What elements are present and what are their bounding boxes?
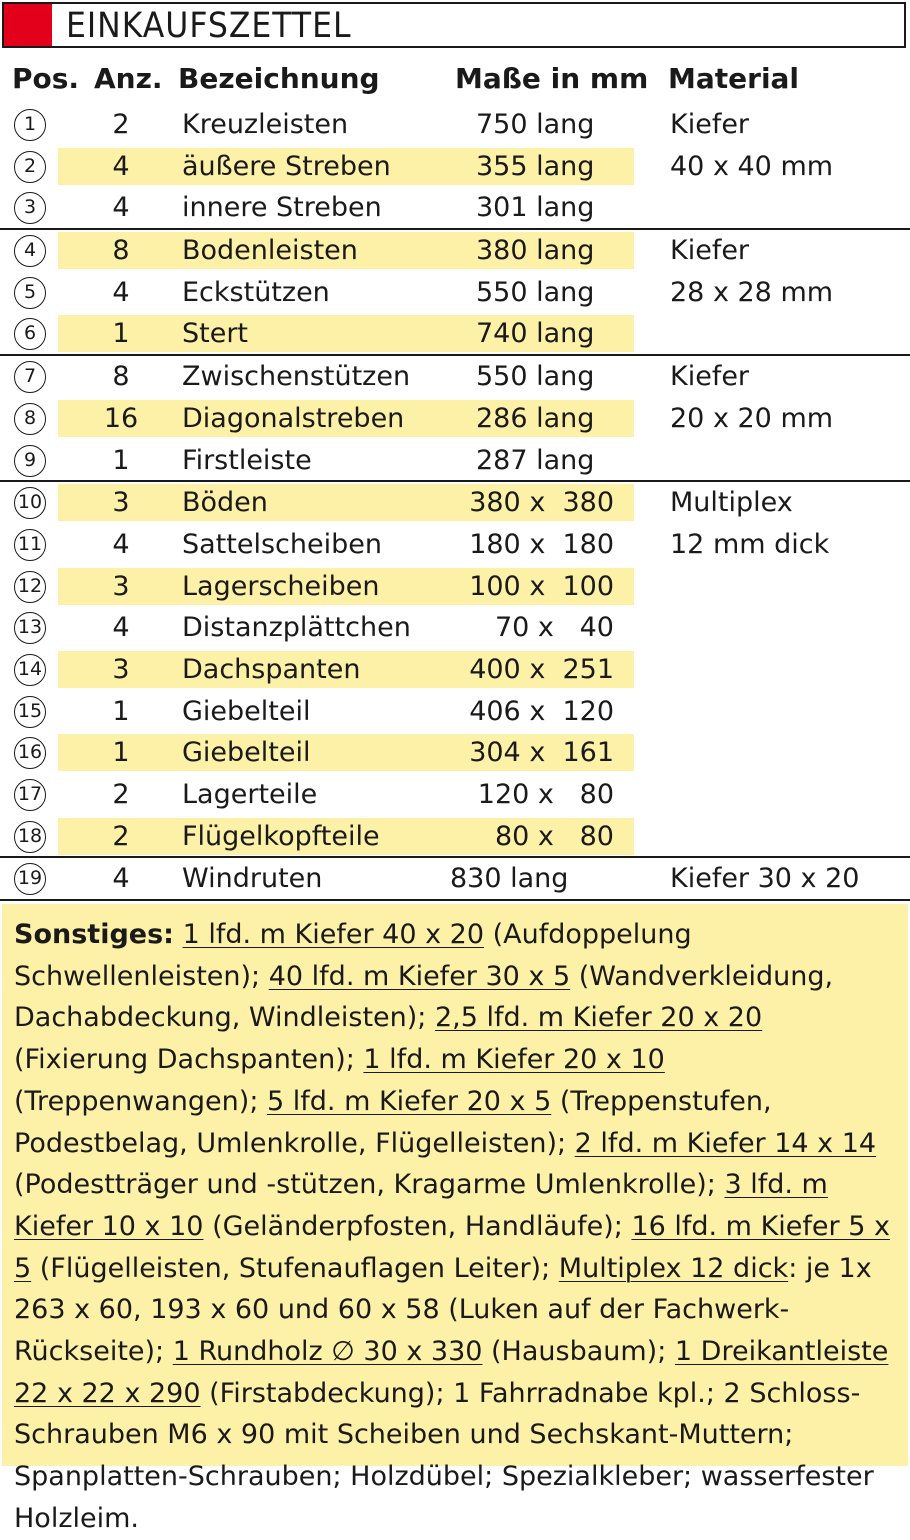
parts-table xyxy=(0,104,910,901)
quantity: 4 xyxy=(112,863,130,895)
table-row xyxy=(0,524,910,566)
dimensions: 70 x 40 xyxy=(494,612,614,644)
quantity: 2 xyxy=(112,109,130,140)
material-note: (Hausbaum); xyxy=(482,1336,675,1368)
table-row xyxy=(0,313,910,355)
position-number: 3 xyxy=(14,192,46,224)
position-number: 8 xyxy=(14,403,46,435)
dimensions: 301 lang xyxy=(476,192,595,224)
quantity: 8 xyxy=(112,361,130,393)
quantity: 2 xyxy=(112,820,130,852)
dimensions: 380 x 380 xyxy=(469,487,614,519)
position-number: 12 xyxy=(14,571,46,603)
group-separator xyxy=(0,899,910,901)
material-note: (Podestträger und -stützen, Kragarme Umlenkrolle); xyxy=(14,1169,725,1201)
table-row xyxy=(0,816,910,858)
designation: Lagerteile xyxy=(182,779,318,810)
table-row xyxy=(0,398,910,440)
dimensions: 120 x 80 xyxy=(477,779,614,810)
designation: Windruten xyxy=(182,863,323,895)
material-note: (Wandverkleidung, Dachabdeckung, Windleisten); xyxy=(14,960,834,1034)
material-item: 5 lfd. m Kiefer 20 x 5 xyxy=(267,1085,552,1117)
position-number: 7 xyxy=(14,361,46,393)
table-row xyxy=(0,356,910,398)
material: 40 x 40 mm xyxy=(670,150,834,182)
material: 28 x 28 mm xyxy=(670,276,834,308)
designation: innere Streben xyxy=(182,192,382,224)
header-mass: Maße in mm xyxy=(455,62,649,95)
table-row xyxy=(0,858,910,900)
quantity: 1 xyxy=(112,695,130,727)
position-number: 16 xyxy=(14,737,46,769)
position-number: 19 xyxy=(14,863,46,895)
quantity: 4 xyxy=(112,192,130,224)
dimensions: 406 x 120 xyxy=(469,695,614,727)
dimensions: 740 lang xyxy=(476,318,595,350)
quantity: 8 xyxy=(112,235,130,267)
designation: Giebelteil xyxy=(182,737,311,769)
material: Multiplex xyxy=(670,487,793,519)
designation: Giebelteil xyxy=(182,695,311,727)
designation: Firstleiste xyxy=(182,444,312,476)
material-item: 1 Rundholz ∅ 30 x 330 xyxy=(172,1336,483,1368)
material-item: 16 lfd. m Kiefer 5 x 5 xyxy=(14,1210,890,1284)
quantity: 4 xyxy=(112,276,130,308)
material-note: (Geländerpfosten, Handläufe); xyxy=(203,1210,632,1242)
designation: Böden xyxy=(182,487,268,519)
designation: Dachspanten xyxy=(182,653,361,685)
table-row xyxy=(0,187,910,229)
position-number: 15 xyxy=(14,696,46,728)
designation: Eckstützen xyxy=(182,276,330,308)
position-number: 17 xyxy=(14,779,46,811)
table-row xyxy=(0,104,910,146)
dimensions: 400 x 251 xyxy=(469,653,614,685)
designation: Stert xyxy=(182,318,249,350)
dimensions: 180 x 180 xyxy=(469,528,614,560)
material-item: 1 lfd. m Kiefer 40 x 20 xyxy=(182,919,484,950)
page-title: EINKAUFSZETTEL xyxy=(66,6,352,46)
designation: äußere Streben xyxy=(182,150,391,182)
position-number: 9 xyxy=(14,445,46,477)
material-item: 40 lfd. m Kiefer 30 x 5 xyxy=(268,960,571,992)
material-item: 1 lfd. m Kiefer 20 x 10 xyxy=(363,1044,665,1076)
material-item: 3 lfd. m Kiefer 10 x 10 xyxy=(14,1169,828,1242)
table-row xyxy=(0,272,910,314)
quantity: 1 xyxy=(112,318,130,350)
dimensions: 380 lang xyxy=(476,235,595,267)
dimensions: 830 lang xyxy=(450,863,569,895)
header-anz: Anz. xyxy=(94,62,163,95)
dimensions: 304 x 161 xyxy=(469,737,614,769)
material-note: (Firstabdeckung); 1 Fahrradnabe kpl.; 2 Schloss-Schrauben M6 x 90 mit Scheiben und Sechskant-Muttern; Spanplatten-Schrauben; Holzdübel; Spezialkleber; wasserfester Holzleim. xyxy=(14,1377,874,1534)
dimensions: 80 x 80 xyxy=(494,820,614,852)
position-number: 13 xyxy=(14,612,46,644)
quantity: 3 xyxy=(112,487,130,519)
material-note: (Aufdoppelung Schwellenleisten); xyxy=(14,919,692,992)
material: 12 mm dick xyxy=(670,528,830,560)
quantity: 16 xyxy=(103,402,139,434)
sonstiges-block xyxy=(2,904,908,1534)
dimensions: 286 lang xyxy=(476,402,595,434)
designation: Lagerscheiben xyxy=(182,570,380,602)
designation: Sattelscheiben xyxy=(182,528,382,560)
position-number: 5 xyxy=(14,277,46,309)
designation: Kreuzleisten xyxy=(182,109,349,140)
material-note: : je 1x 263 x 60, 193 x 60 und 60 x 58 (Luken auf der Fachwerk-Rückseite); xyxy=(14,1252,872,1368)
position-number: 11 xyxy=(14,529,46,561)
quantity: 4 xyxy=(112,150,130,182)
designation: Zwischenstützen xyxy=(182,361,411,393)
position-number: 2 xyxy=(14,151,46,183)
quantity: 3 xyxy=(112,653,130,685)
position-number: 18 xyxy=(14,821,46,853)
position-number: 10 xyxy=(14,487,46,519)
title-bar xyxy=(2,2,906,48)
material-item: 2 lfd. m Kiefer 14 x 14 xyxy=(574,1127,877,1159)
material-note: (Treppenwangen); xyxy=(14,1085,267,1117)
material-item: 2,5 lfd. m Kiefer 20 x 20 xyxy=(434,1002,763,1034)
quantity: 4 xyxy=(112,612,130,644)
table-row xyxy=(0,146,910,188)
dimensions: 287 lang xyxy=(476,444,595,476)
header-bez: Bezeichnung xyxy=(178,62,380,95)
dimensions: 100 x 100 xyxy=(469,570,614,602)
table-row xyxy=(0,482,910,524)
sonstiges-label: Sonstiges: xyxy=(14,919,174,950)
position-number: 14 xyxy=(14,654,46,686)
designation: Bodenleisten xyxy=(182,235,358,267)
dimensions: 355 lang xyxy=(476,150,595,182)
designation: Flügelkopfteile xyxy=(182,820,380,852)
material-note: (Flügelleisten, Stufenauflagen Leiter); xyxy=(31,1252,559,1284)
material-item: 1 Dreikantleiste 22 x 22 x 290 xyxy=(14,1336,889,1409)
dimensions: 750 lang xyxy=(476,109,595,140)
material: Kiefer 30 x 20 xyxy=(670,863,860,895)
material: Kiefer xyxy=(670,235,750,267)
position-number: 6 xyxy=(14,318,46,350)
quantity: 4 xyxy=(112,528,130,560)
quantity: 1 xyxy=(112,444,130,476)
material-note: (Treppenstufen, Podestbelag, Umlenkrolle, Flügelleisten); xyxy=(14,1085,772,1159)
material-item: Multiplex 12 dick xyxy=(558,1252,789,1284)
header-pos: Pos. xyxy=(12,62,80,95)
dimensions: 550 lang xyxy=(476,361,595,393)
table-row xyxy=(0,607,910,649)
table-row xyxy=(0,649,910,691)
material: Kiefer xyxy=(670,109,750,140)
position-number: 1 xyxy=(14,109,46,141)
designation: Distanzplättchen xyxy=(182,612,411,644)
table-row xyxy=(0,774,910,816)
table-row xyxy=(0,566,910,608)
table-row xyxy=(0,230,910,272)
material-note: (Fixierung Dachspanten); xyxy=(14,1044,364,1076)
header-material: Material xyxy=(668,62,800,95)
designation: Diagonalstreben xyxy=(182,402,405,434)
quantity: 1 xyxy=(112,737,130,769)
dimensions: 550 lang xyxy=(476,276,595,308)
table-header xyxy=(0,58,910,102)
table-row xyxy=(0,691,910,733)
table-row xyxy=(0,732,910,774)
quantity: 3 xyxy=(112,570,130,602)
table-row xyxy=(0,440,910,482)
material: Kiefer xyxy=(670,361,750,393)
material: 20 x 20 mm xyxy=(670,402,834,434)
position-number: 4 xyxy=(14,235,46,267)
quantity: 2 xyxy=(112,779,130,810)
title-accent xyxy=(4,4,52,46)
